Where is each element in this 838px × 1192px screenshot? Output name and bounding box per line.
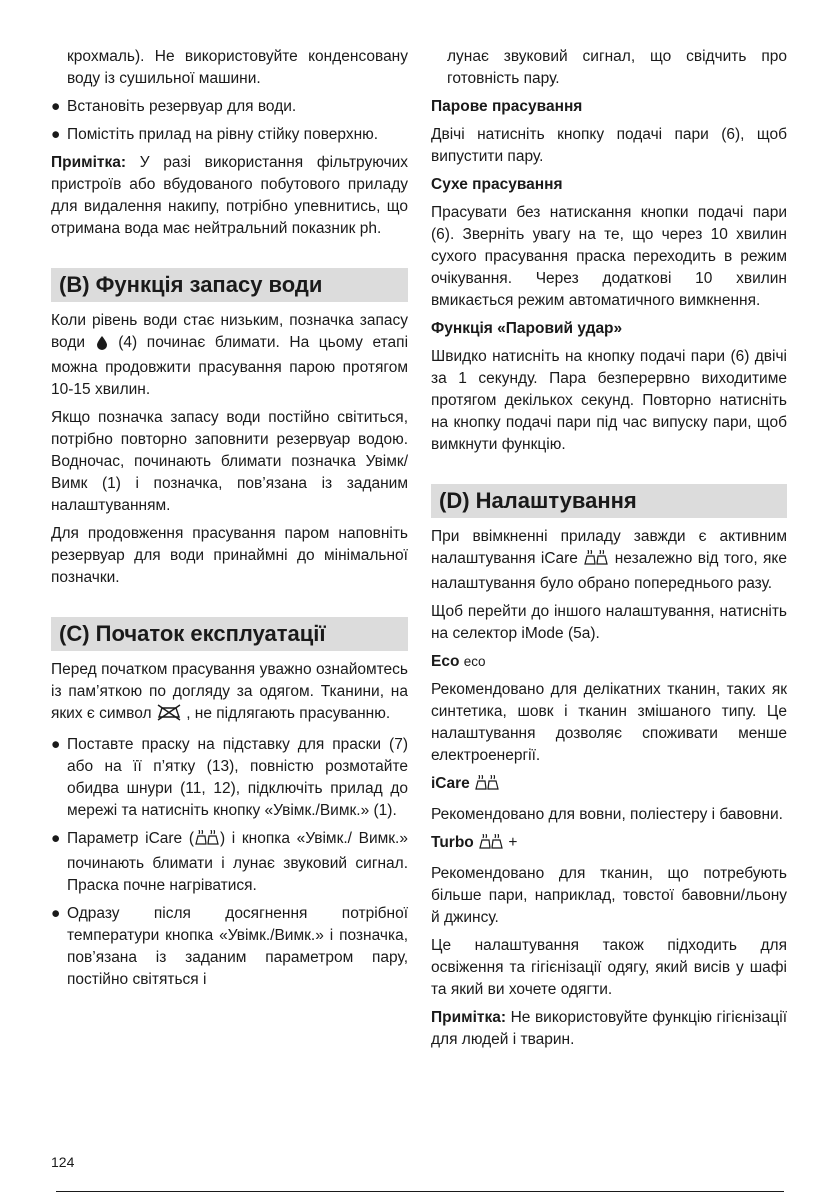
list-item-text: Одразу після досягнення потрібної температури кнопка «Увімк./Вимк.» і позначка, пов’язана із заданим параметром пару, постійно світяться і [67,905,408,988]
list-item-text [67,828,408,897]
left-column [51,46,408,997]
list-item-text: Помістіть прилад на рівну стійку поверхню. [67,126,379,143]
bullet: ● [51,98,61,115]
icare-heading [431,773,787,798]
paragraph [51,659,408,728]
steam-icon [474,775,500,798]
no-iron-icon [156,703,182,728]
paragraph: Рекомендовано для тканин, що потребують більше пари, наприклад, товстої бавовни/льону й джинсу. [431,865,787,926]
paragraph [431,526,787,595]
paragraph: Для продовження прасування паром наповніть резервуар для води принаймні до мінімальної позначки. [51,525,408,586]
list-item [51,734,408,822]
text: Коли рівень води стає низьким, позначка запасу води [51,312,408,351]
bullet: ● [51,905,61,922]
text: При ввімкненні приладу завжди є активним налаштування iCare [431,528,787,567]
bullet: ● [51,830,61,847]
paragraph: Щоб перейти до іншого налаштування, натисніть на селектор iMode (5a). [431,603,787,642]
paragraph [51,310,408,401]
note-text: У разі використання фільтруючих пристроїв або вбудованого побутового приладу для видалення накипу, потрібно упевнитись, що отримана вода має нейтральний показник ph. [51,154,409,237]
paragraph-continued: лунає звуковий сигнал, що свідчить про готовність пару. [447,48,787,87]
section-c-heading: (С) Початок експлуатації [51,617,408,651]
text: (4) починає блимати. На цьому етапі можна продовжити прасування парою протягом 10-15 хвилин. [51,334,409,398]
water-drop-icon [95,335,109,357]
text: Параметр iCare ( [67,830,194,847]
eco-heading [431,651,787,673]
list-item-text: Поставте праску на підставку для праски (7) або на її п’ятку (13), повністю розмотайте обидва шнури (11, 12), підключіть прилад до мережі та натисніть кнопку «Увімк./Вимк.» (1). [67,736,408,819]
text: ) і кнопка «Увімк./ Вимк.» починають блимати і лунає звуковий сигнал. Праска почне нагріватися. [67,830,408,894]
paragraph: Якщо позначка запасу води постійно світиться, потрібно повторно заповнити резервуар водою. Водночас, починають блимати позначка Увімк/Вимк (1) і позначка, пов’язана із заданим налаштуванням. [51,409,408,514]
note-label: Примітка: [431,1009,507,1026]
list-item [51,96,408,118]
bullet: ● [51,126,61,143]
text: iCare [431,775,470,792]
note-paragraph [431,1007,787,1051]
turbo-heading [431,832,787,857]
plus-mark: + [508,834,518,851]
steam-icon [583,550,609,573]
paragraph: Двічі натисніть кнопку подачі пари (6), щоб випустити пару. [431,126,787,165]
text: Перед початком прасування уважно ознайомтесь із пам’яткою по догляду за одягом. Тканини, на яких є символ [51,661,408,722]
paragraph: Рекомендовано для вовни, поліестеру і бавовни. [431,806,783,823]
text: Eco [431,653,460,670]
note-label: Примітка: [51,154,127,171]
paragraph: Рекомендовано для делікатних тканин, таких як синтетика, шовк і тканин змішаного типу. Це налаштування дозволяє споживати менше електроенергії. [431,681,787,764]
list-item [51,828,408,897]
text: , не підлягають прасуванню. [186,705,391,722]
right-column [431,46,787,1057]
bullet: ● [51,736,61,753]
dry-ironing-heading: Сухе прасування [431,176,563,193]
paragraph: Швидко натисніть на кнопку подачі пари (6) двічі за 1 секунду. Пара безперервно виходитиме протягом декількох секунд. Повторно натисніть на кнопку подачі пари під час випуску пари, щоб вимкнути функцію. [431,348,787,453]
text: незалежно від того, яке налаштування було обрано попереднього разу. [431,550,788,592]
section-b-heading: (B) Функція запасу води [51,268,408,302]
list-item-text: Встановіть резервуар для води. [67,98,297,115]
page-number: 124 [51,1154,75,1170]
list-item [51,124,408,146]
steam-ironing-heading: Парове прасування [431,98,583,115]
eco-mark: eco [463,654,486,669]
paragraph: Прасувати без натискання кнопки подачі пари (6). Зверніть увагу на те, що через 10 хвилин сухого прасування праска переходить в режим очікування. Через додаткові 10 хвилин вмикається режим автоматичного вимкнення. [431,204,787,309]
note-text: Не використовуйте функцію гігієнізації для людей і тварин. [431,1009,787,1048]
paragraph: Це налаштування також підходить для освіження та гігієнізації одягу, який висів у шафі та який ви хочете одягти. [431,937,787,998]
section-d-heading: (D) Налаштування [431,484,787,518]
text: Turbo [431,834,474,851]
steam-icon [478,834,504,857]
steam-icon [194,830,220,853]
steam-shot-heading: Функція «Паровий удар» [431,320,623,337]
note-paragraph [51,152,408,240]
list-item [51,903,408,991]
paragraph-continued: крохмаль). Не використовуйте конденсовану воду із сушильної машини. [67,48,408,87]
